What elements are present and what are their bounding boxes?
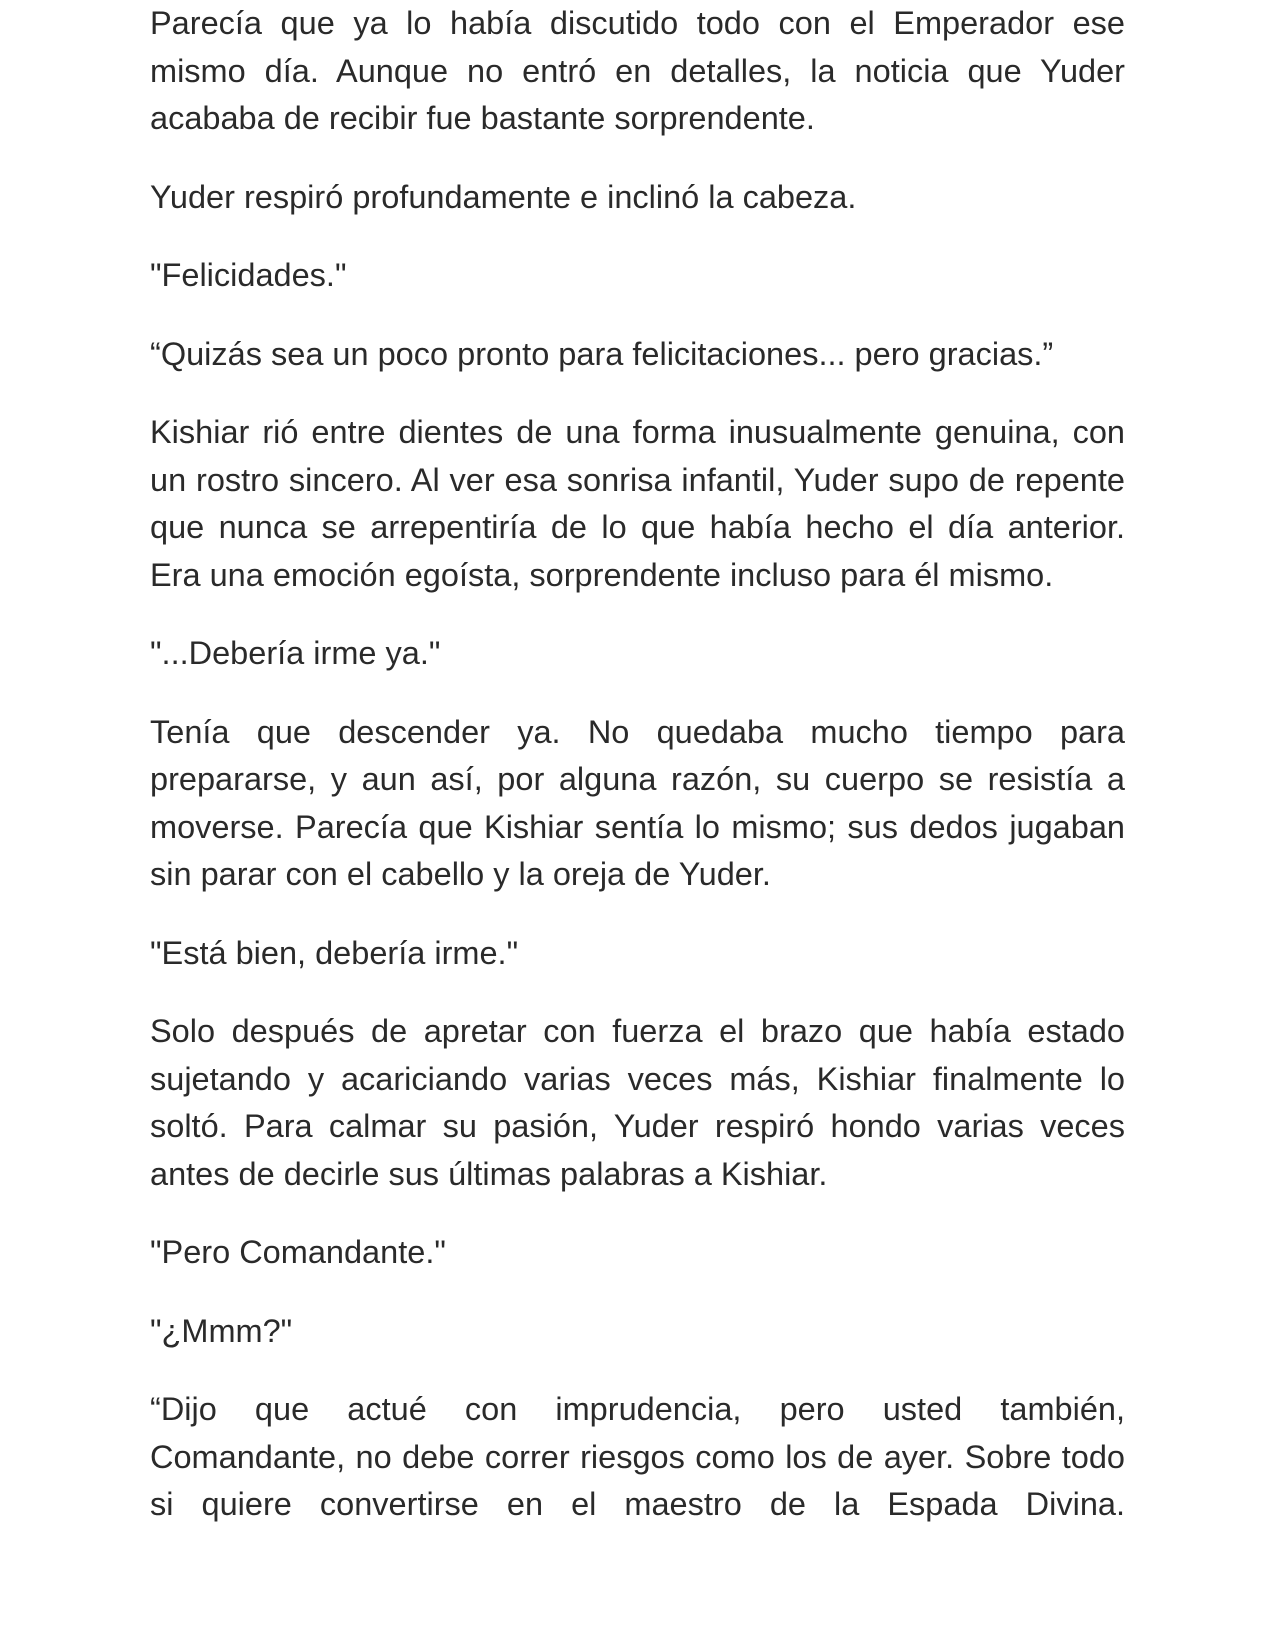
paragraph-4: “Quizás sea un poco pronto para felicitaciones... pero gracias.” bbox=[150, 335, 1054, 372]
paragraph-5: Kishiar rió entre dientes de una forma inusualmente genuina, con un rostro sincero. Al ver esa sonrisa infantil, Yuder supo de repente que nunca se arrepentiría de lo que había hecho el día anterior. Era una emoción egoísta, sorprendente incluso para él mismo. bbox=[150, 414, 1125, 593]
paragraph-1: Parecía que ya lo había discutido todo con el Emperador ese mismo día. Aunque no entró en detalles, la noticia que Yuder acababa de recibir fue bastante sorprendente. bbox=[150, 5, 1125, 136]
paragraph-3: "Felicidades." bbox=[150, 257, 347, 293]
paragraph-2: Yuder respiró profundamente e inclinó la cabeza. bbox=[150, 178, 857, 215]
paragraph-9: Solo después de apretar con fuerza el brazo que había estado sujetando y acariciando varias veces más, Kishiar finalmente lo soltó. Para calmar su pasión, Yuder respiró hondo varias veces antes de decirle sus últimas palabras a Kishiar. bbox=[150, 1013, 1125, 1192]
document-page bbox=[150, 0, 1125, 1560]
paragraph-11: "¿Mmm?" bbox=[150, 1312, 293, 1349]
paragraph-8: "Está bien, debería irme." bbox=[150, 934, 519, 971]
paragraph-10: "Pero Comandante." bbox=[150, 1234, 446, 1270]
paragraph-12: “Dijo que actué con imprudencia, pero usted también, Comandante, no debe correr riesgos como los de ayer. Sobre todo si quiere convertirse en el maestro de la Espada Divina. bbox=[150, 1391, 1125, 1522]
paragraph-6: "...Debería irme ya." bbox=[150, 635, 441, 671]
paragraph-7: Tenía que descender ya. No quedaba mucho tiempo para prepararse, y aun así, por alguna razón, su cuerpo se resistía a moverse. Parecía que Kishiar sentía lo mismo; sus dedos jugaban sin parar con el cabello y la oreja de Yuder. bbox=[150, 713, 1125, 892]
